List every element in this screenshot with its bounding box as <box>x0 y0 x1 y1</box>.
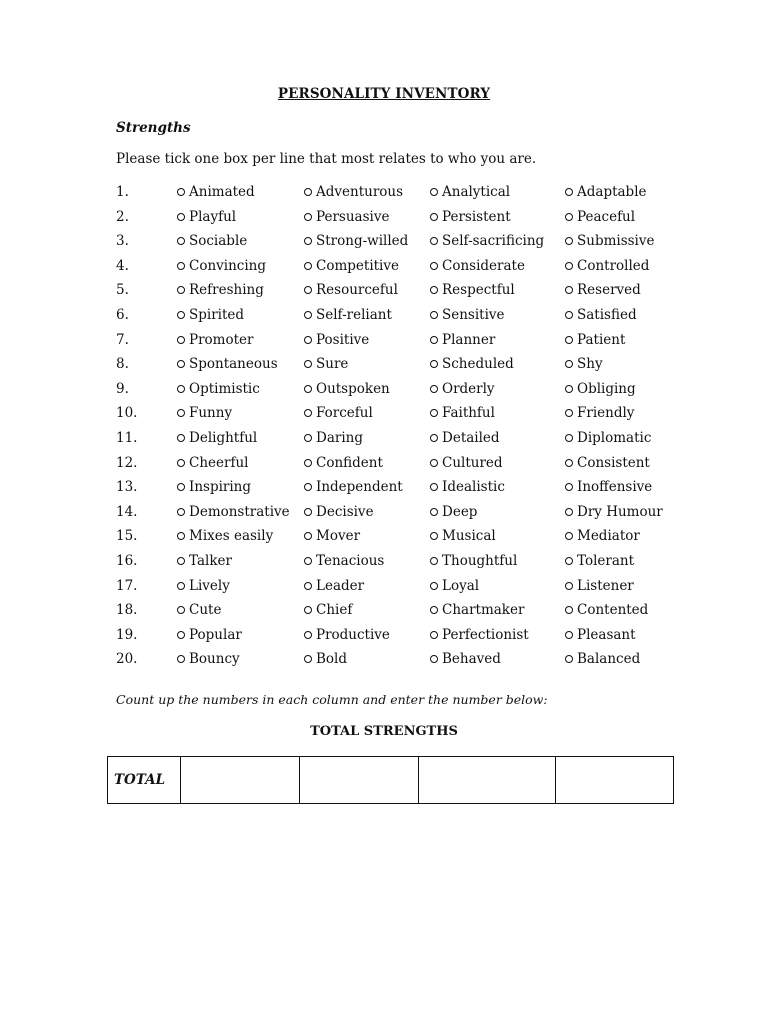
radio-circle-icon[interactable] <box>177 508 185 516</box>
radio-circle-icon[interactable] <box>177 532 185 540</box>
radio-circle-icon[interactable] <box>565 557 573 565</box>
radio-circle-icon[interactable] <box>565 360 573 368</box>
radio-circle-icon[interactable] <box>430 262 438 270</box>
option-label: Tenacious <box>316 552 385 569</box>
radio-circle-icon[interactable] <box>565 286 573 294</box>
option-item[interactable] <box>565 258 649 274</box>
option-item[interactable] <box>177 184 255 200</box>
option-label: Strong-willed <box>316 233 409 250</box>
radio-circle-icon[interactable] <box>304 409 312 417</box>
radio-circle-icon[interactable] <box>565 655 573 663</box>
option-label: Leader <box>316 577 365 594</box>
option-item[interactable] <box>430 553 517 569</box>
option-label: Productive <box>316 626 390 643</box>
option-item[interactable] <box>430 479 505 495</box>
option-item[interactable] <box>565 332 625 348</box>
option-item[interactable] <box>304 578 364 594</box>
total-table <box>107 756 674 804</box>
row-number: 11. <box>116 429 138 446</box>
option-item[interactable] <box>304 332 369 348</box>
option-label: Convincing <box>189 257 267 274</box>
radio-circle-icon[interactable] <box>565 459 573 467</box>
option-label: Refreshing <box>189 282 264 299</box>
option-label: Persuasive <box>316 208 390 225</box>
row-number: 12. <box>116 454 138 471</box>
row-number: 5. <box>116 282 129 299</box>
inventory-row <box>0 598 768 623</box>
option-item[interactable] <box>177 356 278 372</box>
option-item[interactable] <box>304 307 392 323</box>
option-label: Forceful <box>316 405 373 422</box>
radio-circle-icon[interactable] <box>304 582 312 590</box>
option-item[interactable] <box>565 455 650 471</box>
option-label: Behaved <box>442 651 501 668</box>
radio-circle-icon[interactable] <box>565 262 573 270</box>
row-number: 17. <box>116 577 138 594</box>
option-item[interactable] <box>430 184 510 200</box>
option-item[interactable] <box>565 651 640 667</box>
radio-circle-icon[interactable] <box>430 606 438 614</box>
option-label: Bouncy <box>189 651 240 668</box>
option-label: Self-reliant <box>316 306 392 323</box>
option-item[interactable] <box>565 602 648 618</box>
option-label: Thoughtful <box>442 552 518 569</box>
inventory-row <box>0 475 768 500</box>
option-label: Chief <box>316 602 353 619</box>
option-item[interactable] <box>304 356 348 372</box>
total-label: TOTAL <box>108 757 181 804</box>
radio-circle-icon[interactable] <box>565 606 573 614</box>
option-item[interactable] <box>430 627 529 643</box>
inventory-row <box>0 377 768 402</box>
inventory-row <box>0 500 768 525</box>
option-item[interactable] <box>177 233 247 249</box>
option-label: Idealistic <box>442 479 505 496</box>
radio-circle-icon[interactable] <box>565 434 573 442</box>
option-item[interactable] <box>177 258 266 274</box>
row-number: 1. <box>116 184 129 200</box>
radio-circle-icon[interactable] <box>177 606 185 614</box>
radio-circle-icon[interactable] <box>430 582 438 590</box>
instructions-text: Please tick one box per line that most relates to who you are. <box>116 151 537 167</box>
option-item[interactable] <box>565 307 637 323</box>
radio-circle-icon[interactable] <box>430 286 438 294</box>
row-number: 8. <box>116 356 129 373</box>
option-label: Deep <box>442 503 478 520</box>
option-label: Detailed <box>442 429 500 446</box>
option-label: Chartmaker <box>442 602 525 619</box>
option-label: Musical <box>442 528 496 545</box>
option-item[interactable] <box>177 307 244 323</box>
option-item[interactable] <box>565 578 634 594</box>
radio-circle-icon[interactable] <box>177 655 185 663</box>
option-label: Sociable <box>189 233 248 250</box>
row-number: 6. <box>116 306 129 323</box>
option-label: Planner <box>442 331 496 348</box>
radio-circle-icon[interactable] <box>304 532 312 540</box>
option-item[interactable] <box>177 455 248 471</box>
row-number: 16. <box>116 552 138 569</box>
row-number: 19. <box>116 626 138 643</box>
radio-circle-icon[interactable] <box>565 188 573 196</box>
option-label: Controlled <box>577 257 650 274</box>
radio-circle-icon[interactable] <box>177 237 185 245</box>
option-label: Mediator <box>577 528 640 545</box>
row-number: 2. <box>116 208 129 225</box>
option-label: Cute <box>189 602 222 619</box>
radio-circle-icon[interactable] <box>430 655 438 663</box>
radio-circle-icon[interactable] <box>177 262 185 270</box>
option-label: Inoffensive <box>577 479 653 496</box>
radio-circle-icon[interactable] <box>565 483 573 491</box>
total-row <box>108 757 674 804</box>
radio-circle-icon[interactable] <box>304 631 312 639</box>
option-label: Listener <box>577 577 634 594</box>
option-label: Sensitive <box>442 306 505 323</box>
radio-circle-icon[interactable] <box>177 434 185 442</box>
option-item[interactable] <box>565 209 635 225</box>
option-item[interactable] <box>565 282 641 298</box>
inventory-row <box>0 180 768 205</box>
row-number: 15. <box>116 528 138 545</box>
option-label: Adventurous <box>316 184 404 200</box>
inventory-row <box>0 574 768 599</box>
radio-circle-icon[interactable] <box>177 483 185 491</box>
radio-circle-icon[interactable] <box>304 655 312 663</box>
option-label: Analytical <box>442 184 511 200</box>
radio-circle-icon[interactable] <box>304 336 312 344</box>
option-label: Competitive <box>316 257 399 274</box>
radio-circle-icon[interactable] <box>304 459 312 467</box>
option-label: Consistent <box>577 454 650 471</box>
option-item[interactable] <box>430 332 495 348</box>
option-item[interactable] <box>430 578 479 594</box>
radio-circle-icon[interactable] <box>304 385 312 393</box>
option-label: Lively <box>189 577 230 594</box>
radio-circle-icon[interactable] <box>304 557 312 565</box>
row-number: 9. <box>116 380 129 397</box>
option-item[interactable] <box>304 528 360 544</box>
option-item[interactable] <box>304 381 390 397</box>
count-instructions: Count up the numbers in each column and enter the number below: <box>116 692 548 707</box>
option-label: Resourceful <box>316 282 398 299</box>
option-label: Demonstrative <box>189 503 290 520</box>
option-item[interactable] <box>304 282 398 298</box>
option-item[interactable] <box>565 627 636 643</box>
radio-circle-icon[interactable] <box>177 557 185 565</box>
radio-circle-icon[interactable] <box>430 409 438 417</box>
inventory-row <box>0 352 768 377</box>
option-item[interactable] <box>304 602 352 618</box>
option-label: Peaceful <box>577 208 636 225</box>
option-item[interactable] <box>430 381 495 397</box>
option-item[interactable] <box>177 282 264 298</box>
option-label: Cheerful <box>189 454 249 471</box>
radio-circle-icon[interactable] <box>177 188 185 196</box>
option-item[interactable] <box>304 258 399 274</box>
option-label: Spirited <box>189 306 245 323</box>
radio-circle-icon[interactable] <box>430 360 438 368</box>
inventory-row <box>0 426 768 451</box>
radio-circle-icon[interactable] <box>177 286 185 294</box>
radio-circle-icon[interactable] <box>565 311 573 319</box>
radio-circle-icon[interactable] <box>177 311 185 319</box>
radio-circle-icon[interactable] <box>430 459 438 467</box>
option-item[interactable] <box>304 627 390 643</box>
option-item[interactable] <box>304 553 384 569</box>
option-item[interactable] <box>177 651 240 667</box>
radio-circle-icon[interactable] <box>430 385 438 393</box>
radio-circle-icon[interactable] <box>430 434 438 442</box>
radio-circle-icon[interactable] <box>430 213 438 221</box>
inventory-list <box>0 180 768 672</box>
option-item[interactable] <box>565 405 634 421</box>
option-label: Persistent <box>442 208 511 225</box>
option-label: Independent <box>316 479 403 496</box>
option-item[interactable] <box>177 381 260 397</box>
radio-circle-icon[interactable] <box>304 262 312 270</box>
option-label: Delightful <box>189 429 258 446</box>
option-item[interactable] <box>304 651 347 667</box>
radio-circle-icon[interactable] <box>430 557 438 565</box>
total-cell-column-3[interactable] <box>419 757 556 804</box>
total-cell-column-1[interactable] <box>181 757 300 804</box>
option-label: Dry Humour <box>577 503 663 520</box>
inventory-row <box>0 328 768 353</box>
option-label: Scheduled <box>442 356 514 373</box>
radio-circle-icon[interactable] <box>430 532 438 540</box>
inventory-row <box>0 229 768 254</box>
option-label: Balanced <box>577 651 641 668</box>
option-item[interactable] <box>565 233 655 249</box>
option-item[interactable] <box>304 233 408 249</box>
radio-circle-icon[interactable] <box>304 213 312 221</box>
radio-circle-icon[interactable] <box>177 360 185 368</box>
option-item[interactable] <box>565 430 651 446</box>
radio-circle-icon[interactable] <box>565 385 573 393</box>
option-label: Decisive <box>316 503 374 520</box>
option-label: Mover <box>316 528 361 545</box>
option-item[interactable] <box>177 602 221 618</box>
option-item[interactable] <box>304 430 363 446</box>
row-number: 7. <box>116 331 129 348</box>
option-item[interactable] <box>430 430 500 446</box>
option-item[interactable] <box>177 627 242 643</box>
radio-circle-icon[interactable] <box>177 409 185 417</box>
option-label: Positive <box>316 331 370 348</box>
option-item[interactable] <box>304 405 373 421</box>
option-label: Daring <box>316 429 363 446</box>
option-item[interactable] <box>177 528 273 544</box>
radio-circle-icon[interactable] <box>430 631 438 639</box>
option-item[interactable] <box>430 602 524 618</box>
option-label: Satisfied <box>577 306 637 323</box>
radio-circle-icon[interactable] <box>177 336 185 344</box>
option-item[interactable] <box>565 528 640 544</box>
option-item[interactable] <box>430 455 503 471</box>
inventory-row <box>0 647 768 672</box>
option-item[interactable] <box>565 504 663 520</box>
option-label: Adaptable <box>577 184 647 200</box>
option-item[interactable] <box>177 479 251 495</box>
option-item[interactable] <box>430 258 525 274</box>
inventory-row <box>0 303 768 328</box>
row-number: 10. <box>116 405 138 422</box>
option-item[interactable] <box>304 455 383 471</box>
option-label: Loyal <box>442 577 480 594</box>
radio-circle-icon[interactable] <box>304 434 312 442</box>
row-number: 18. <box>116 602 138 619</box>
option-label: Sure <box>316 356 349 373</box>
row-number: 14. <box>116 503 138 520</box>
option-item[interactable] <box>430 233 544 249</box>
option-label: Considerate <box>442 257 525 274</box>
option-label: Cultured <box>442 454 503 471</box>
row-number: 20. <box>116 651 138 668</box>
radio-circle-icon[interactable] <box>430 483 438 491</box>
option-item[interactable] <box>565 184 647 200</box>
inventory-row <box>0 549 768 574</box>
option-item[interactable] <box>565 356 603 372</box>
option-label: Inspiring <box>189 479 252 496</box>
total-cell-column-2[interactable] <box>300 757 419 804</box>
radio-circle-icon[interactable] <box>430 508 438 516</box>
inventory-row <box>0 623 768 648</box>
option-label: Animated <box>189 184 255 200</box>
option-item[interactable] <box>304 184 403 200</box>
radio-circle-icon[interactable] <box>565 582 573 590</box>
option-label: Submissive <box>577 233 655 250</box>
option-label: Orderly <box>442 380 495 397</box>
radio-circle-icon[interactable] <box>430 237 438 245</box>
radio-circle-icon[interactable] <box>304 483 312 491</box>
radio-circle-icon[interactable] <box>565 631 573 639</box>
option-item[interactable] <box>177 209 236 225</box>
option-label: Funny <box>189 405 233 422</box>
option-item[interactable] <box>177 430 257 446</box>
option-item[interactable] <box>177 332 253 348</box>
option-item[interactable] <box>430 209 511 225</box>
option-label: Shy <box>577 356 603 373</box>
radio-circle-icon[interactable] <box>565 237 573 245</box>
option-label: Outspoken <box>316 380 390 397</box>
inventory-row <box>0 254 768 279</box>
radio-circle-icon[interactable] <box>430 311 438 319</box>
section-heading: Strengths <box>116 120 191 136</box>
row-number: 4. <box>116 257 129 274</box>
option-item[interactable] <box>304 479 403 495</box>
inventory-row <box>0 205 768 230</box>
total-cell-column-4[interactable] <box>556 757 674 804</box>
radio-circle-icon[interactable] <box>430 336 438 344</box>
option-label: Reserved <box>577 282 641 299</box>
option-item[interactable] <box>430 405 495 421</box>
inventory-row <box>0 278 768 303</box>
option-item[interactable] <box>565 479 652 495</box>
option-label: Tolerant <box>577 552 635 569</box>
option-label: Friendly <box>577 405 635 422</box>
option-label: Perfectionist <box>442 626 529 643</box>
option-item[interactable] <box>565 381 636 397</box>
inventory-row <box>0 524 768 549</box>
radio-circle-icon[interactable] <box>565 409 573 417</box>
option-label: Contented <box>577 602 649 619</box>
option-item[interactable] <box>304 209 389 225</box>
radio-circle-icon[interactable] <box>304 606 312 614</box>
option-item[interactable] <box>430 651 501 667</box>
option-label: Confident <box>316 454 383 471</box>
option-label: Promoter <box>189 331 254 348</box>
inventory-row <box>0 451 768 476</box>
option-label: Mixes easily <box>189 528 274 545</box>
radio-circle-icon[interactable] <box>565 336 573 344</box>
radio-circle-icon[interactable] <box>177 631 185 639</box>
radio-circle-icon[interactable] <box>304 360 312 368</box>
option-label: Bold <box>316 651 348 668</box>
radio-circle-icon[interactable] <box>304 508 312 516</box>
radio-circle-icon[interactable] <box>177 582 185 590</box>
option-item[interactable] <box>430 356 514 372</box>
option-item[interactable] <box>177 553 232 569</box>
option-label: Diplomatic <box>577 429 652 446</box>
option-label: Respectful <box>442 282 515 299</box>
inventory-row <box>0 401 768 426</box>
radio-circle-icon[interactable] <box>565 213 573 221</box>
radio-circle-icon[interactable] <box>177 213 185 221</box>
option-item[interactable] <box>565 553 634 569</box>
option-label: Patient <box>577 331 626 348</box>
option-label: Optimistic <box>189 380 260 397</box>
total-strengths-heading: TOTAL STRENGTHS <box>310 724 458 739</box>
row-number: 13. <box>116 479 138 496</box>
option-label: Popular <box>189 626 242 643</box>
radio-circle-icon[interactable] <box>430 188 438 196</box>
option-item[interactable] <box>177 578 230 594</box>
option-label: Self-sacrificing <box>442 233 545 250</box>
radio-circle-icon[interactable] <box>177 385 185 393</box>
radio-circle-icon[interactable] <box>177 459 185 467</box>
option-item[interactable] <box>430 528 496 544</box>
option-item[interactable] <box>430 504 477 520</box>
page-title: PERSONALITY INVENTORY <box>277 86 491 102</box>
radio-circle-icon[interactable] <box>304 286 312 294</box>
option-label: Talker <box>189 552 232 569</box>
option-label: Spontaneous <box>189 356 278 373</box>
option-item[interactable] <box>304 504 374 520</box>
radio-circle-icon[interactable] <box>565 508 573 516</box>
radio-circle-icon[interactable] <box>304 311 312 319</box>
option-label: Obliging <box>577 380 636 397</box>
option-item[interactable] <box>430 282 515 298</box>
radio-circle-icon[interactable] <box>304 188 312 196</box>
radio-circle-icon[interactable] <box>565 532 573 540</box>
option-item[interactable] <box>177 405 232 421</box>
row-number: 3. <box>116 233 129 250</box>
radio-circle-icon[interactable] <box>304 237 312 245</box>
option-label: Faithful <box>442 405 495 422</box>
option-item[interactable] <box>177 504 290 520</box>
option-label: Pleasant <box>577 626 636 643</box>
option-label: Playful <box>189 208 237 225</box>
option-item[interactable] <box>430 307 505 323</box>
